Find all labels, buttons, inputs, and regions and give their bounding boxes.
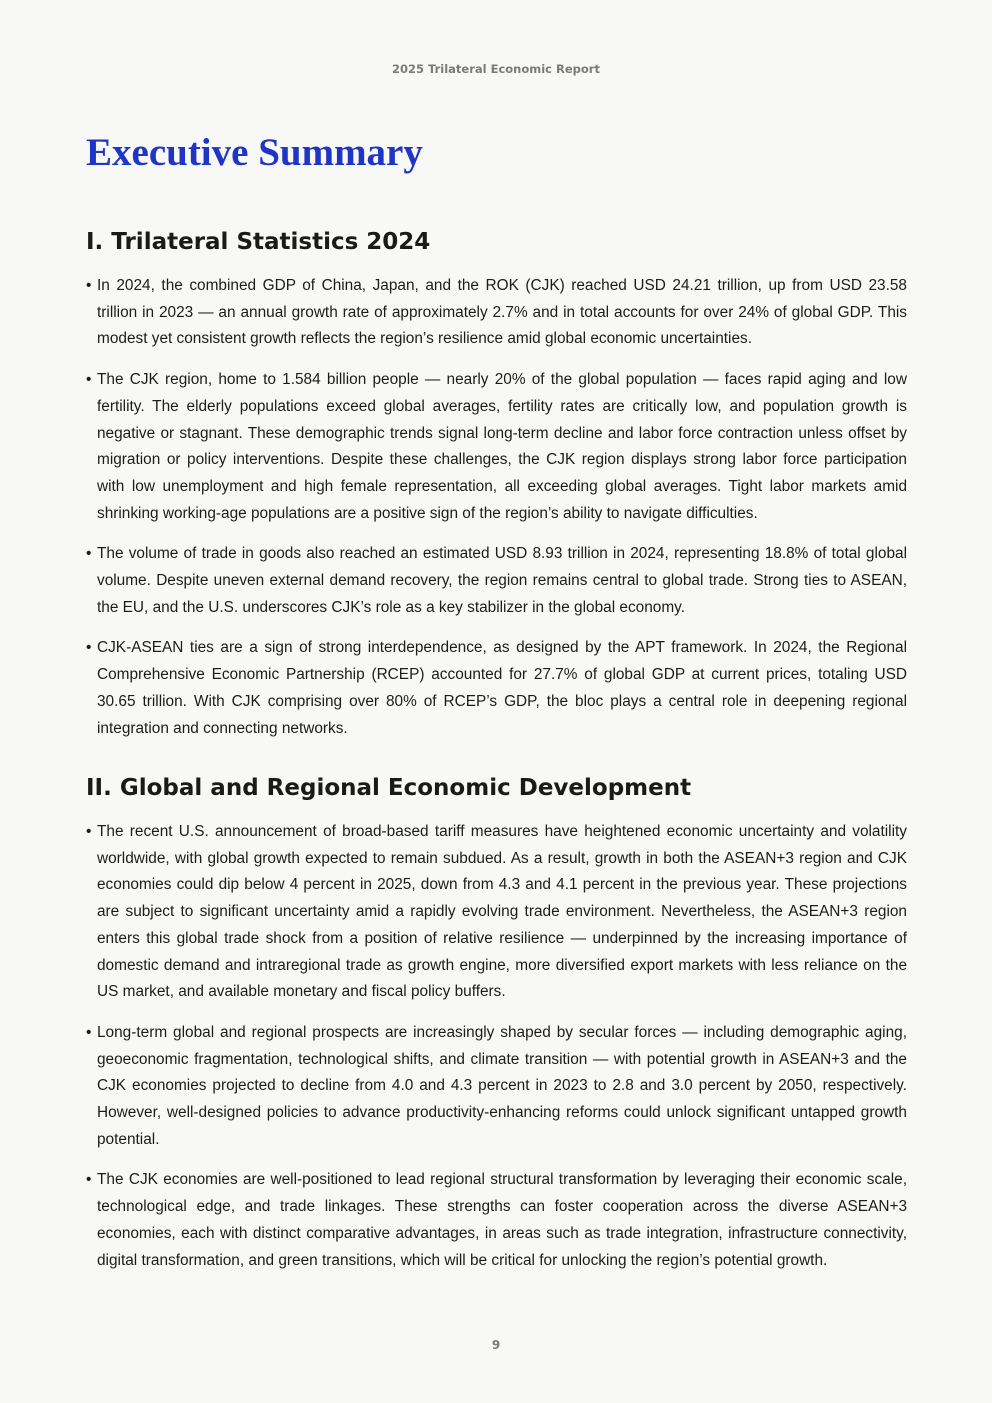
list-item <box>86 819 907 1006</box>
trilateral-statistics-list <box>86 273 907 742</box>
paragraph-text: The CJK region, home to 1.584 billion people — nearly 20% of the global population — faces rapid aging and low fertility. The elderly populations exceed global averages, fertility rates are critically low, and population growth is negative or stagnant. These demographic trends signal long-term decline and labor force contraction unless offset by migration or policy interventions. Despite these challenges, the CJK region displays strong labor force participation with low unemployment and high female representation, all exceeding global averages. Tight labor markets amid shrinking working-age populations are a positive sign of the region’s ability to navigate difficulties. <box>97 371 907 522</box>
list-item <box>86 1020 907 1154</box>
bullet-icon: • <box>86 545 92 563</box>
section-heading-global-regional-development: II. Global and Regional Economic Development <box>86 775 692 801</box>
paragraph-text: CJK-ASEAN ties are a sign of strong interdependence, as designed by the APT framework. In 2024, the Regional Comprehensive Economic Partnership (RCEP) accounted for 27.7% of global GDP at current prices, totaling USD 30.65 trillion. With CJK comprising over 80% of RCEP’s GDP, the bloc plays a central role in deepening regional integration and connecting networks. <box>97 639 907 737</box>
bullet-icon: • <box>86 371 92 389</box>
list-item <box>86 541 907 621</box>
list-item <box>86 273 907 353</box>
paragraph-text: The CJK economies are well-positioned to lead regional structural transformation by leveraging their economic scale, technological edge, and trade linkages. These strengths can foster cooperation across the diverse ASEAN+3 economies, each with distinct comparative advantages, in areas such as trade integration, infrastructure connectivity, digital transformation, and green transitions, which will be critical for unlocking the region’s potential growth. <box>97 1171 907 1269</box>
section-heading-trilateral-statistics: I. Trilateral Statistics 2024 <box>86 229 431 255</box>
page-number: 9 <box>491 1338 501 1352</box>
list-item <box>86 635 907 742</box>
bullet-icon: • <box>86 277 92 294</box>
bullet-icon: • <box>86 823 92 840</box>
bullet-icon: • <box>86 1171 92 1189</box>
list-item <box>86 367 907 527</box>
paragraph-text: Long-term global and regional prospects are increasingly shaped by secular forces — including demographic aging, geoeconomic fragmentation, technological shifts, and climate transition — with potential growth in ASEAN+3 and the CJK economies projected to decline from 4.0 and 4.3 percent in 2023 to 2.8 and 3.0 percent by 2050, respectively. However, well-designed policies to advance productivity-enhancing reforms could unlock significant untapped growth potential. <box>97 1023 907 1148</box>
page-title: Executive Summary <box>86 131 423 174</box>
paragraph-text: The recent U.S. announcement of broad-based tariff measures have heightened economic uncertainty and volatility worldwide, with global growth expected to remain subdued. As a result, growth in both the ASEAN+3 region and CJK economies could dip below 4 percent in 2025, down from 4.3 and 4.1 percent in the previous year. These projections are subject to significant uncertainty amid a rapidly evolving trade environment. Nevertheless, the ASEAN+3 region enters this global trade shock from a position of relative resilience — underpinned by the increasing importance of domestic demand and intraregional trade as growth engine, more diversified export markets with less reliance on the US market, and available monetary and fiscal policy buffers. <box>97 823 907 1001</box>
list-item <box>86 1167 907 1274</box>
bullet-icon: • <box>86 1023 92 1041</box>
running-header: 2025 Trilateral Economic Report <box>392 62 600 76</box>
bullet-icon: • <box>86 639 92 657</box>
paragraph-text: The volume of trade in goods also reached an estimated USD 8.93 trillion in 2024, representing 18.8% of total global volume. Despite uneven external demand recovery, the region remains central to global trade. Strong ties to ASEAN, the EU, and the U.S. underscores CJK’s role as a key stabilizer in the global economy. <box>97 545 907 616</box>
paragraph-text: In 2024, the combined GDP of China, Japan, and the ROK (CJK) reached USD 24.21 trillion, up from USD 23.58 trillion in 2023 — an annual growth rate of approximately 2.7% and in total accounts for over 24% of global GDP. This modest yet consistent growth reflects the region’s resilience amid global economic uncertainties. <box>97 277 907 348</box>
global-regional-development-list <box>86 819 907 1274</box>
